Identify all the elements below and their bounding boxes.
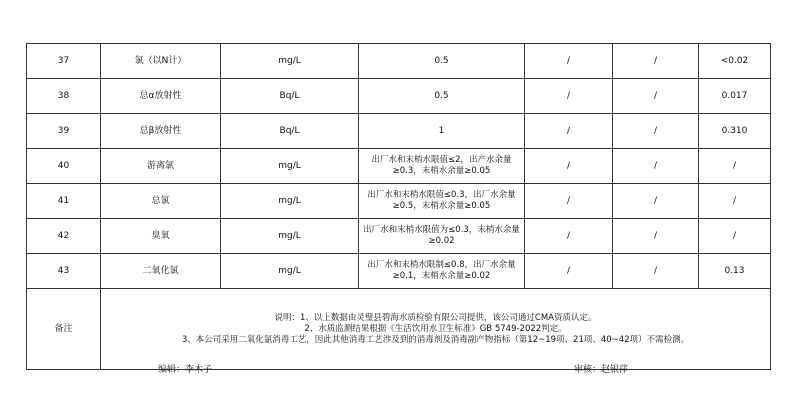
table-row [27,254,771,289]
notes-row [27,289,771,370]
row-number: 38 [27,79,101,114]
limit-value: 出厂水和末梢水限值≤0.3，出厂水余量≥0.5，末梢水余量≥0.05 [359,184,525,219]
col-b: / [613,44,699,79]
water-quality-table [26,43,771,370]
note-line-3: 3、本公司采用二氧化氯消毒工艺，因此其他消毒工艺涉及到的消毒剂及消毒副产物指标（第12~19项、21项、40~42项）不需检测。 [181,334,690,345]
note-line-1: 说明：1、以上数据由灵璧县碧海水质检验有限公司提供，该公司通过CMA资质认定。 [274,312,597,323]
table-row [27,219,771,254]
item-name: 总氯 [101,184,221,219]
col-a: / [525,149,613,184]
col-b: / [613,79,699,114]
row-number: 42 [27,219,101,254]
row-number: 39 [27,114,101,149]
limit-value: 0.5 [359,79,525,114]
table-row [27,114,771,149]
table-row [27,149,771,184]
col-b: / [613,219,699,254]
item-name: 总α放射性 [101,79,221,114]
result-value: 0.13 [699,254,771,289]
notes-label: 备注 [27,289,101,370]
unit: Bq/L [221,114,359,149]
col-b: / [613,184,699,219]
unit: Bq/L [221,79,359,114]
reviewer-signature: 审核：赵银萍 [574,365,629,375]
limit-value: 出厂水和末梢水限制≤0.8，出厂水余量≥0.1，末梢水余量≥0.02 [359,254,525,289]
limit-value: 0.5 [359,44,525,79]
item-name: 游离氯 [101,149,221,184]
col-b: / [613,149,699,184]
col-a: / [525,184,613,219]
row-number: 41 [27,184,101,219]
table-row [27,184,771,219]
item-name: 二氧化氯 [101,254,221,289]
table-row [27,44,771,79]
note-line-2: 2、水质监测结果根据《生活饮用水卫生标准》GB 5749-2022判定。 [304,323,567,334]
col-a: / [525,44,613,79]
result-value: <0.02 [699,44,771,79]
unit: mg/L [221,184,359,219]
limit-value: 1 [359,114,525,149]
limit-value: 出厂水和末梢水限值≤2，出产水余量≥0.3，末梢水余量≥0.05 [359,149,525,184]
result-value: 0.310 [699,114,771,149]
unit: mg/L [221,219,359,254]
col-a: / [525,254,613,289]
col-a: / [525,79,613,114]
limit-value: 出厂水和末梢水限值为≤0.3，末梢水余量≥0.02 [359,219,525,254]
item-name: 氯（以N计） [101,44,221,79]
table-row [27,79,771,114]
editor-signature: 编辑：李木子 [158,365,213,375]
unit: mg/L [221,44,359,79]
col-a: / [525,219,613,254]
notes-content [101,289,771,370]
unit: mg/L [221,254,359,289]
col-b: / [613,254,699,289]
unit: mg/L [221,149,359,184]
result-value: 0.017 [699,79,771,114]
col-b: / [613,114,699,149]
result-value: / [699,149,771,184]
item-name: 臭氧 [101,219,221,254]
item-name: 总β放射性 [101,114,221,149]
result-value: / [699,219,771,254]
row-number: 40 [27,149,101,184]
row-number: 37 [27,44,101,79]
result-value: / [699,184,771,219]
col-a: / [525,114,613,149]
row-number: 43 [27,254,101,289]
